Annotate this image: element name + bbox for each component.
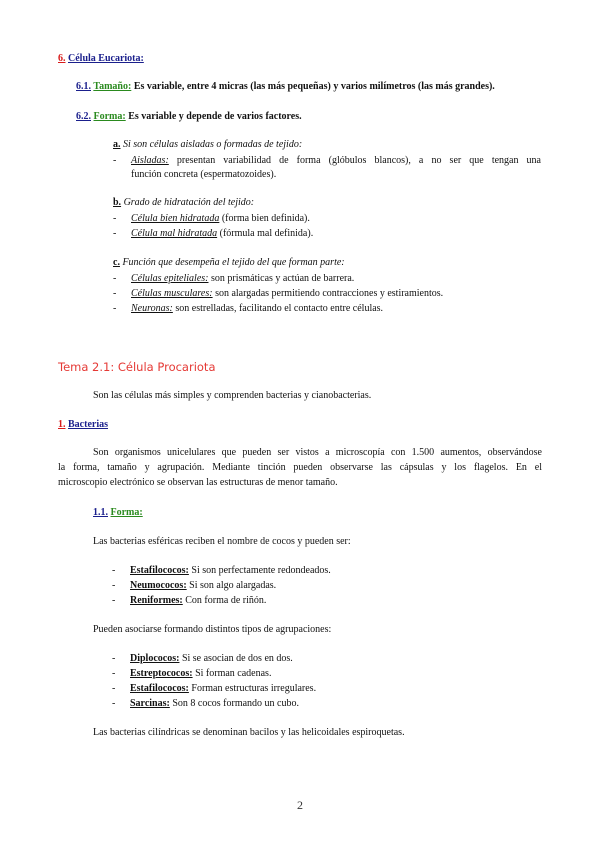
paragraph-text: Pueden asociarse formando distintos tipos de agrupaciones: (93, 624, 332, 635)
list-dash: - (113, 213, 117, 224)
list-dash: - (113, 155, 117, 166)
list-item (113, 154, 541, 167)
item-text: presentan variabilidad de forma (glóbulos blancos), a no ser que tengan una (176, 155, 541, 166)
item-text: son prismáticas y actúan de barrera. (211, 273, 355, 284)
paragraph-text: Las bacterias cilíndricas se denominan bacilos y las helicoidales espiroquetas. (93, 727, 405, 738)
subsection-a-heading (113, 138, 302, 151)
list-item-continuation: función concreta (espermatozoides). (131, 169, 277, 180)
list-dash: - (112, 580, 116, 591)
item-label: Neumococos: (130, 580, 187, 591)
subsection-c-heading (113, 256, 345, 269)
list-dash: - (112, 668, 116, 679)
section-6-2-label: Forma: (93, 111, 126, 122)
list-dash: - (113, 273, 117, 284)
section-6-title: Célula Eucariota: (68, 53, 144, 64)
item-text: Si se asocian de dos en dos. (181, 653, 293, 664)
subsection-a-title: Si son células aisladas o formadas de tejido: (123, 139, 303, 150)
section-6-heading (58, 52, 144, 65)
chapter-title: Tema 2.1: Célula Procariota (58, 360, 216, 374)
paragraph-line: microscopio electrónico se observan las estructuras de menor tamaño. (58, 477, 338, 488)
item-label: Células epiteliales: (131, 273, 209, 284)
item-text: Si forman cadenas. (195, 668, 272, 679)
intro-paragraph: Son las células más simples y comprenden bacterias y cianobacterias. (93, 390, 372, 401)
item-label: Estafilococos: (130, 683, 189, 694)
subsection-c-letter: c. (113, 257, 120, 268)
paragraph-text: Las bacterias esféricas reciben el nombre de cocos y pueden ser: (93, 536, 351, 547)
item-text: (forma bien definida). (221, 213, 310, 224)
item-text: Con forma de riñón. (185, 595, 267, 606)
item-text: Son 8 cocos formando un cubo. (172, 698, 299, 709)
list-item-text (131, 154, 541, 167)
list-dash: - (113, 303, 117, 314)
page-number: 2 (297, 798, 303, 812)
section-6-1-number: 6.1. (76, 81, 91, 92)
section-6-1-label: Tamaño: (93, 81, 132, 92)
item-label: Sarcinas: (130, 698, 170, 709)
item-text: son estrelladas, facilitando el contacto entre células. (175, 303, 384, 314)
item-label: Células musculares: (131, 288, 213, 299)
subsection-a-letter: a. (113, 139, 121, 150)
section-1-number: 1. (58, 419, 66, 430)
item-text: Forman estructuras irregulares. (191, 683, 317, 694)
section-6-1-text: Es variable, entre 4 micras (las más pequeñas) y varios milímetros (las más grandes). (133, 81, 495, 92)
item-label: Aisladas: (131, 155, 169, 166)
item-label: Célula bien hidratada (131, 213, 220, 224)
list-dash: - (112, 698, 116, 709)
section-1-1-title: Forma: (110, 507, 143, 518)
item-label: Estreptococos: (130, 668, 193, 679)
subsection-b-letter: b. (113, 197, 122, 208)
list-dash: - (112, 595, 116, 606)
section-1-1-number: 1.1. (93, 507, 108, 518)
section-1-title: Bacterias (68, 419, 108, 430)
list-dash: - (112, 565, 116, 576)
item-text: Si son perfectamente redondeados. (191, 565, 331, 576)
paragraph-text: Son organismos unicelulares que pueden ser vistos a microscopía con 1.500 aumentos, observándose (93, 447, 542, 458)
section-6-2 (76, 110, 302, 123)
list-dash: - (113, 228, 117, 239)
section-6-2-number: 6.2. (76, 111, 91, 122)
subsection-b-heading (113, 196, 254, 209)
paragraph-line (58, 461, 542, 474)
item-label: Diplococos: (130, 653, 180, 664)
paragraph-line (58, 446, 542, 459)
item-label: Reniformes: (130, 595, 183, 606)
subsection-c-title: Función que desempeña el tejido del que forman parte: (122, 257, 345, 268)
paragraph-text: la forma, tamaño y agrupación. Mediante tinción pueden observarse las cápsulas y los flagelos. En el (58, 462, 542, 473)
section-forma-heading (93, 506, 143, 519)
list-dash: - (112, 683, 116, 694)
item-text: Si son algo alargadas. (189, 580, 277, 591)
subsection-b-title: Grado de hidratación del tejido: (123, 197, 255, 208)
list-dash: - (112, 653, 116, 664)
section-6-number: 6. (58, 53, 66, 64)
item-text: son alargadas permitiendo contracciones y estiramientos. (215, 288, 444, 299)
section-bacterias-heading (58, 418, 108, 431)
section-6-1 (76, 80, 495, 93)
list-dash: - (113, 288, 117, 299)
section-6-2-text: Es variable y depende de varios factores. (128, 111, 302, 122)
item-label: Neuronas: (131, 303, 173, 314)
item-text: (fórmula mal definida). (219, 228, 314, 239)
item-label: Célula mal hidratada (131, 228, 218, 239)
item-label: Estafilococos: (130, 565, 189, 576)
